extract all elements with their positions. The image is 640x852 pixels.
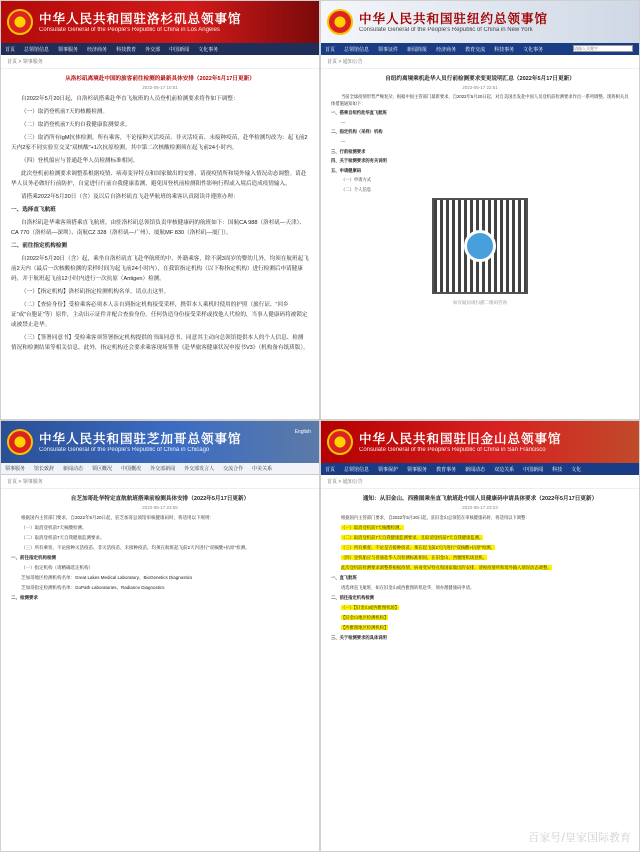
ny-header-title: 中华人民共和国驻纽约总领事馆 (359, 10, 549, 26)
nav-item[interactable]: 外交部新闻 (150, 466, 176, 472)
paragraph: （二）个人信息 (341, 186, 372, 192)
nav-item[interactable]: 领事服务 (407, 466, 428, 473)
nav-item[interactable]: 总领馆信息 (24, 46, 50, 53)
search-input[interactable] (573, 45, 633, 52)
paragraph[interactable]: （一）【指定机构】洛杉矶指定检测机构名单，请点击这里。 (21, 289, 170, 295)
qr-code-image (432, 198, 528, 294)
nav-item[interactable]: 科技事务 (494, 46, 515, 53)
sf-header-subtitle: Consulate General of the People's Republic of China in San Francisco (359, 446, 546, 453)
highlighted-text: （一）【旧金山或西雅图机场】 (341, 605, 400, 610)
article-body (1, 94, 319, 353)
chi-header-title: 中华人民共和国驻芝加哥总领事馆 (39, 430, 242, 446)
nav-item[interactable]: 领事服务 (58, 46, 79, 53)
paragraph (331, 564, 629, 571)
nav-item[interactable]: 馆长致辞 (34, 466, 55, 472)
section-heading: 一、搭乘自纽约赴华直飞航班 (331, 110, 387, 116)
nav-item[interactable]: 总领馆信息 (344, 466, 370, 473)
nav-item[interactable]: 首页 (325, 466, 336, 473)
page-title: 自纽约离境乘机赴华人员行前检测要求变更说明汇总（2022年5月17日更新） (385, 76, 575, 82)
nav-item[interactable]: 领事服务 (5, 466, 26, 472)
section-heading: 四、关于检测要求的有关说明 (331, 158, 387, 164)
paragraph: （四）登机船应与普通赴华人员检测标准相同。 (21, 158, 139, 164)
page-title: 从洛杉矶离境赴中国的旅客前往检测的最新具体安排（2022年5月17日更新） (65, 76, 255, 82)
paragraph: （一）申请方式 (341, 177, 372, 183)
section-heading: 二、指定机构（采样）机构 (331, 129, 383, 135)
paragraph: （一）指定机构（请精确选定机构） (21, 565, 93, 570)
section-heading: 二、检测要求 (11, 595, 38, 600)
highlighted-text: （三）所有乘客，不论是否接种疫苗，须在起飞前2天内进行“双核酸+抗原”检测。 (341, 545, 495, 550)
nav-item[interactable]: 经济商务 (87, 46, 108, 53)
nav-item[interactable]: 中国新闻 (523, 466, 544, 473)
paragraph: 自2022年5月20日（含）起，乘坐自洛杉矶直飞赴华航班的中、外籍乘客，除不满3周岁的婴幼儿外，均须在航班起飞前2天内（最后一次核酸检测的采样时间为起飞前24小时内），在我馆指定机构（以下称指定机构）进行检测后申请健康码，并于航班起飞前12小时内进行一次抗原（Antigen）检测。 (11, 256, 309, 282)
article-body (1, 514, 319, 601)
highlighted-text: （一）取消登机前7天核酸检测。 (341, 525, 404, 530)
nav-item[interactable]: 外交部 (145, 46, 161, 53)
nav-item[interactable]: 文化事务 (523, 46, 544, 53)
national-emblem-icon (327, 9, 353, 35)
paragraph: 请选择直飞航班，如在旧金山或西雅图转机赴华，须办理健康码申请。 (341, 585, 475, 590)
chi-header (1, 421, 319, 463)
section-heading: 一、直飞航班 (331, 575, 357, 580)
national-emblem-icon (7, 9, 33, 35)
ny-header (321, 1, 639, 43)
sf-nav (321, 463, 639, 475)
publish-date: 2022-05-17 10:51 (142, 85, 178, 90)
paragraph: 根据国内主管部门要求，自2022年5月20日起，驻旧金山总领馆在审核健康码时，将适用以下调整： (341, 515, 530, 520)
paragraph (331, 544, 629, 551)
nav-item[interactable]: 文化 (571, 466, 582, 473)
paragraph: 自洛杉矶赴华乘客须搭乘直飞航班。由驻洛杉矶总领馆负责审核健康码的航班如下：国航CA 988（洛杉矶—天津）、CA 770（洛杉矶—深圳）、南航CZ 328（洛杉矶—广州）、厦航MF 830（洛杉矶—厦门）。 (11, 220, 306, 236)
nav-item[interactable]: 中国新闻 (169, 46, 190, 53)
watermark-text: 百家号/皇家国际教育 (528, 831, 631, 844)
paragraph: （二）【查验身份】受检乘客必须本人亲自到指定机构接受采样，携带本人乘机时使用的护照（旅行证、“回乡证”或“台胞证”等）原件，主动出示证件并配合查验身份。任何伪造身份接受采样或找他人代检的，当事人健康码将被锁定或被禁止赴华。 (11, 302, 308, 328)
nav-item[interactable]: 新闻简报 (407, 46, 428, 53)
chi-nav (1, 463, 319, 475)
highlighted-text: （二）取消登机前7天自我健康监测要求，且取消登机前7天自我健康监测。 (341, 535, 484, 540)
nav-item[interactable]: 经济商务 (436, 46, 457, 53)
national-emblem-icon (7, 429, 33, 455)
breadcrumb[interactable]: 首页 > 领事服务 (1, 475, 319, 489)
section-heading: 二、前往指定机构检测 (11, 243, 67, 249)
nav-item[interactable]: 领事保护 (378, 466, 399, 473)
nav-item[interactable]: 首页 (325, 46, 336, 53)
highlighted-text: 【西雅图地区检测机构】 (341, 625, 389, 630)
paragraph: 芝加哥地区检测机构名单：Great Lakes Medical Laboratory、BioGenetics Diagnostics (21, 575, 193, 580)
paragraph (331, 604, 629, 611)
la-consulate-panel (0, 0, 320, 420)
paragraph: （一）取消登机前7天的核酸检测。 (21, 109, 109, 115)
paragraph: （三）取消所有IgM抗体检测。所有乘客，不论接种灭活疫苗、非灭活疫苗、未接种疫苗，赴华检测均改为：起飞前2天内2家不同实验室交叉“双核酸”+1次抗原检测。其中第二次核酸检测须在起飞前24小时内。 (11, 135, 308, 151)
nav-item[interactable]: 新闻动态 (465, 466, 486, 473)
breadcrumb[interactable]: 首页 > 领事服务 (1, 55, 319, 69)
nav-item[interactable]: 外交部发言人 (184, 466, 215, 472)
paragraph (331, 624, 629, 631)
publish-date: 2022-05-17 22:51 (462, 85, 498, 90)
nav-item[interactable]: 总领馆信息 (344, 46, 370, 53)
paragraph: （二）取消登机前7天自我健康监测要求。 (21, 535, 105, 540)
section-heading: 三、行前检测要求 (331, 148, 366, 154)
section-heading: 五、申请健康码 (331, 167, 362, 173)
nav-item[interactable]: 中国概况 (121, 466, 142, 472)
paragraph: 自2022年5月20日起，自洛杉矶搭乘赴华直飞航班的人员登机前检测要求将作如下调整： (21, 96, 239, 102)
paragraph: 芝加哥指定检测机构名单：GoPath Laboratories、Radiance Diagnostics (21, 585, 165, 590)
paragraph: （三）【签署同意书】受检乘客须签署指定机构提供的书面同意书，同意其主动向总领馆提供本人的个人信息、检测情况和检测结果等相关信息。此外，指定机构还会要求乘客现场签署《赴华旅客健康状况申报书V3》（机构备有纸质版）。 (11, 335, 309, 351)
highlighted-text: 此次登机前检测要求调整系根据疫情、病毒变异特点和国家做出的安排，请视疫情所和境外输入情况动态调整。 (341, 565, 552, 570)
chicago-consulate-panel (0, 420, 320, 852)
page-title: 通知：从旧金山、西雅图乘坐直飞航班赴中国人员健康码申请具体要求（2022年5月17日更新） (362, 496, 598, 502)
section-heading: 一、选择直飞航班 (11, 207, 56, 213)
section-heading: 二、前往指定机构检测 (331, 595, 374, 600)
la-header-subtitle: Consulate General of the People's Republic of China in Los Angeles (39, 26, 220, 33)
paragraph: — (341, 119, 346, 125)
nav-item[interactable]: 新闻动态 (63, 466, 84, 472)
sf-consulate-panel (320, 420, 640, 852)
highlighted-text: 【旧金山地区检测机构】 (341, 615, 389, 620)
qr-caption: 如有疑问请扫描二维码咨询 (453, 299, 507, 305)
paragraph (331, 534, 629, 541)
nav-item[interactable]: 科技教育 (116, 46, 137, 53)
la-header-title: 中华人民共和国驻洛杉矶总领事馆 (39, 10, 242, 26)
section-heading: 三、关于检测要求的具体说明 (331, 635, 387, 640)
paragraph: （三）所有乘客，不论接种灭活疫苗、非灭活疫苗、未接种疫苗，均须在航班起飞前2天内进行“双核酸+抗原”检测。 (21, 545, 250, 550)
breadcrumb[interactable]: 首页 > 通知公告 (321, 475, 639, 489)
sf-header-title: 中华人民共和国驻旧金山总领事馆 (359, 430, 562, 446)
la-header (1, 1, 319, 43)
qr-logo-icon (464, 230, 496, 262)
sf-header (321, 421, 639, 463)
ny-nav (321, 43, 639, 55)
paragraph: 当前全球疫情形势严峻复杂，根据中国主管部门最新要求，自2022年5月20日起，对自美国出发赴中国人员登机前检测要求作出一系列调整。现将相关具体措施通知如下： (331, 94, 629, 106)
paragraph (331, 524, 629, 531)
nav-item[interactable]: 首页 (5, 46, 16, 53)
article-body (321, 514, 639, 641)
paragraph: — (341, 138, 346, 144)
chi-header-subtitle: Consulate General of the People's Republic of China in Chicago (39, 446, 210, 453)
paragraph: （二）取消登机前7天的自我健康监测要求。 (21, 122, 131, 128)
paragraph: （一）取消登机前7天核酸检测。 (21, 525, 87, 530)
ny-header-subtitle: Consulate General of the People's Republic of China in New York (359, 26, 533, 33)
paragraph: 此次登机前检测要求调整系根据疫情、病毒变异特点和国家做出的安排，请视疫情所和境外输入情况动态调整。请赴华人员务必做好行前防护，自觉进行行前自我健康监测，避免因登机前检测阳性影响行程或入境后造成疫情输入。 (11, 171, 307, 187)
la-nav (1, 43, 319, 55)
paragraph: 根据国内主管部门要求，自2022年5月20日起，驻芝加哥总领馆审核健康码时，将适用以下规则： (21, 515, 215, 520)
national-emblem-icon (327, 429, 353, 455)
nav-item[interactable]: 科技 (552, 466, 563, 473)
nav-item[interactable]: 双边关系 (494, 466, 515, 473)
section-heading: 一、前往指定机构检测 (11, 555, 56, 560)
highlighted-text: （四）登机船应与普通赴华人员检测标准相同，在旧金山、西雅图机场登机。 (341, 555, 488, 560)
nav-item[interactable]: 教育事务 (436, 466, 457, 473)
nav-item[interactable]: 交流合作 (223, 466, 244, 472)
nav-item[interactable]: 中美关系 (252, 466, 273, 472)
nav-item[interactable]: 文化事务 (198, 46, 219, 53)
paragraph (331, 554, 629, 561)
language-switch[interactable]: English (294, 429, 311, 435)
publish-date: 2022-05-17 23:23 (462, 505, 498, 510)
breadcrumb[interactable]: 首页 > 通知公告 (321, 55, 639, 69)
paragraph (331, 614, 629, 621)
nav-item[interactable]: 领区概况 (92, 466, 113, 472)
publish-date: 2022-05-17 23:55 (142, 505, 178, 510)
nav-item[interactable]: 领事证件 (378, 46, 399, 53)
ny-consulate-panel (320, 0, 640, 420)
page-title: 自芝加哥赴华特定直航航班搭乘前检测具体安排（2022年5月17日更新） (70, 496, 250, 502)
paragraph: 请搭乘2022年5月20日（含）及以后自洛杉矶直飞赴华航班的乘客认真阅读并遵照办理： (21, 194, 239, 200)
nav-item[interactable]: 教育交流 (465, 46, 486, 53)
article-body (321, 94, 639, 194)
